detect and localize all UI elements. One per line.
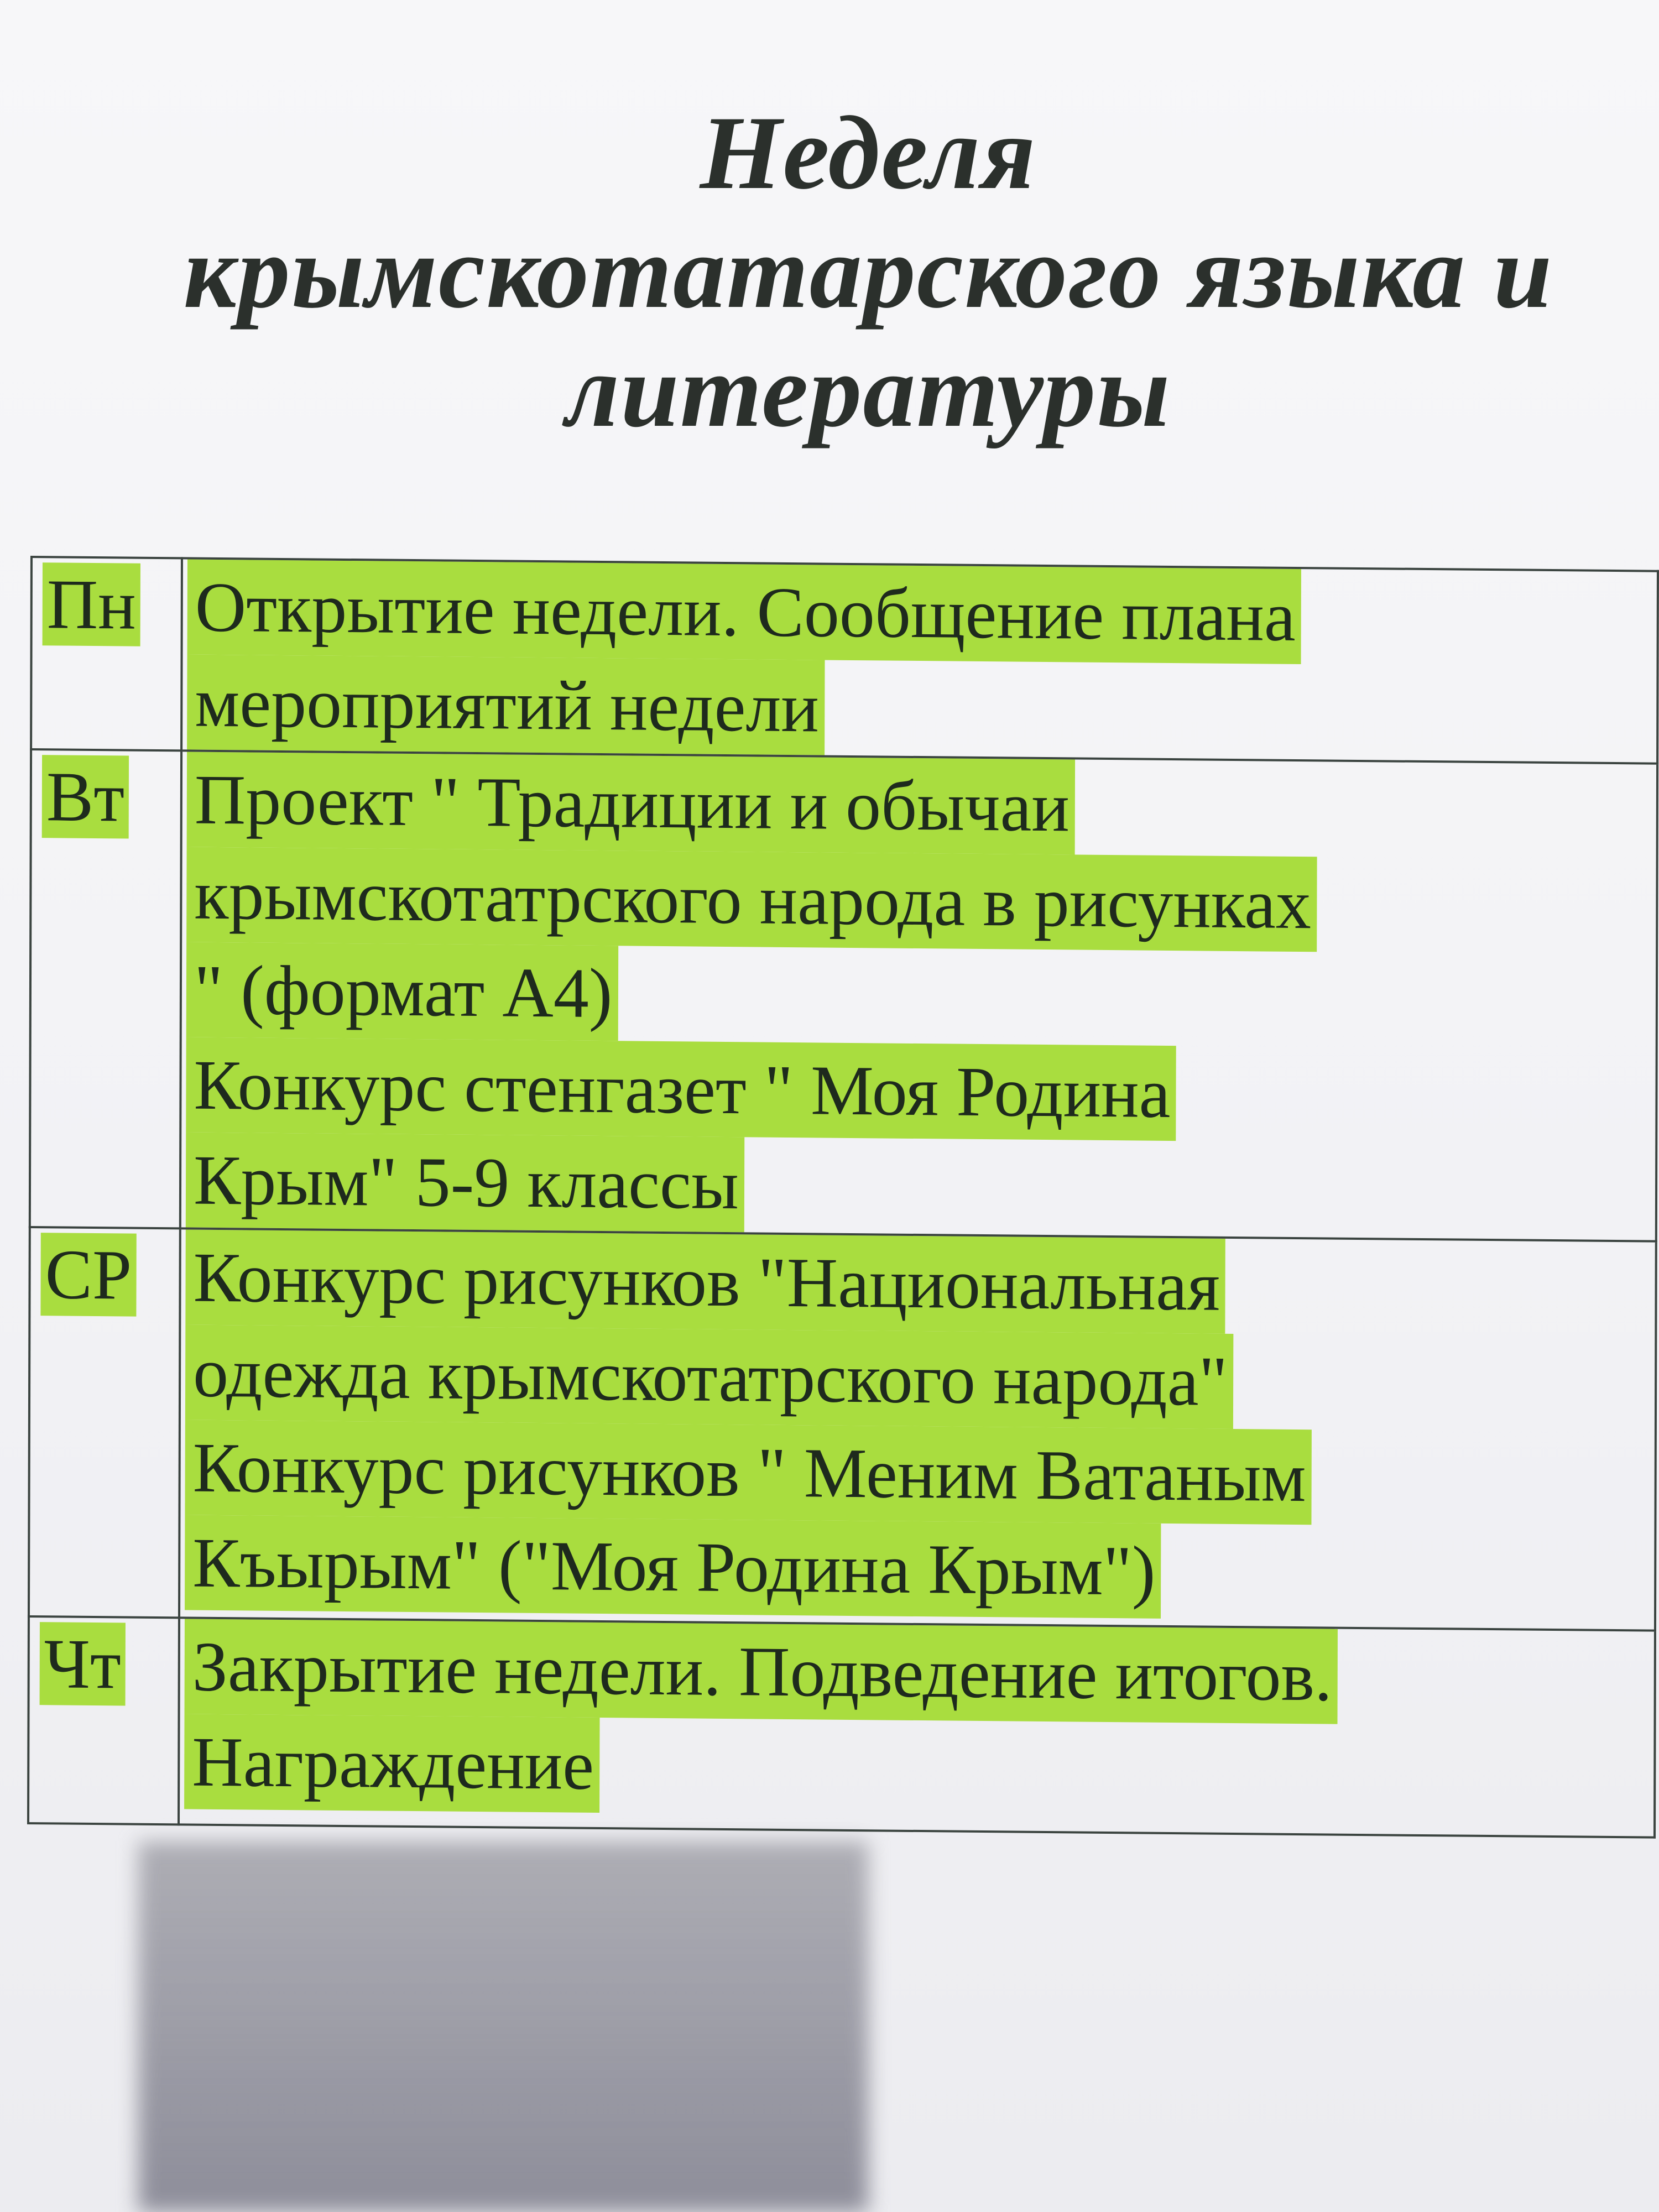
- hand-shadow: [138, 1841, 868, 2212]
- event-line: крымскотатрского народа в рисунках: [186, 847, 1317, 952]
- day-cell: [31, 557, 182, 750]
- event-cell: [179, 1228, 1656, 1630]
- day-cell: [29, 1227, 180, 1618]
- event-cell: [179, 1618, 1655, 1837]
- day-label: Вт: [42, 755, 129, 838]
- schedule-table: [27, 556, 1659, 1839]
- day-cell: [30, 749, 181, 1228]
- event-line: Проект " Традиции и обычаи: [187, 752, 1076, 854]
- title-line-2: крымскотатарского языка и: [183, 214, 1553, 330]
- event-line: мероприятий недели: [187, 654, 825, 755]
- day-label: Пн: [43, 562, 140, 646]
- title-line-3: литературы: [565, 333, 1171, 449]
- table-row: [29, 1227, 1656, 1631]
- table-row: [30, 749, 1657, 1241]
- table-row: [31, 557, 1658, 764]
- title-line-1: Неделя: [700, 95, 1037, 211]
- event-cell: [180, 750, 1657, 1241]
- page-title: [100, 94, 1637, 451]
- event-line: Открытие недели. Сообщение плана: [187, 559, 1301, 664]
- event-line: одежда крымскотатрского народа": [185, 1324, 1233, 1429]
- event-line: Конкурс стенгазет " Моя Родина: [186, 1037, 1176, 1141]
- event-line: Награждение: [184, 1714, 599, 1813]
- day-label: Чт: [40, 1622, 126, 1705]
- event-line: Крым" 5-9 классы: [186, 1132, 744, 1232]
- table-row: [28, 1616, 1655, 1838]
- event-line: Закрытие недели. Подведение итогов.: [185, 1619, 1338, 1724]
- day-cell: [28, 1616, 179, 1824]
- event-line: Конкурс рисунков " Меним Ватаным: [185, 1420, 1311, 1525]
- event-line: Къырым" ("Моя Родина Крым"): [185, 1515, 1161, 1618]
- day-label: СР: [40, 1233, 136, 1317]
- event-line: " (формат А4): [186, 942, 618, 1041]
- event-line: Конкурс рисунков "Национальная: [185, 1229, 1225, 1333]
- event-cell: [181, 558, 1658, 763]
